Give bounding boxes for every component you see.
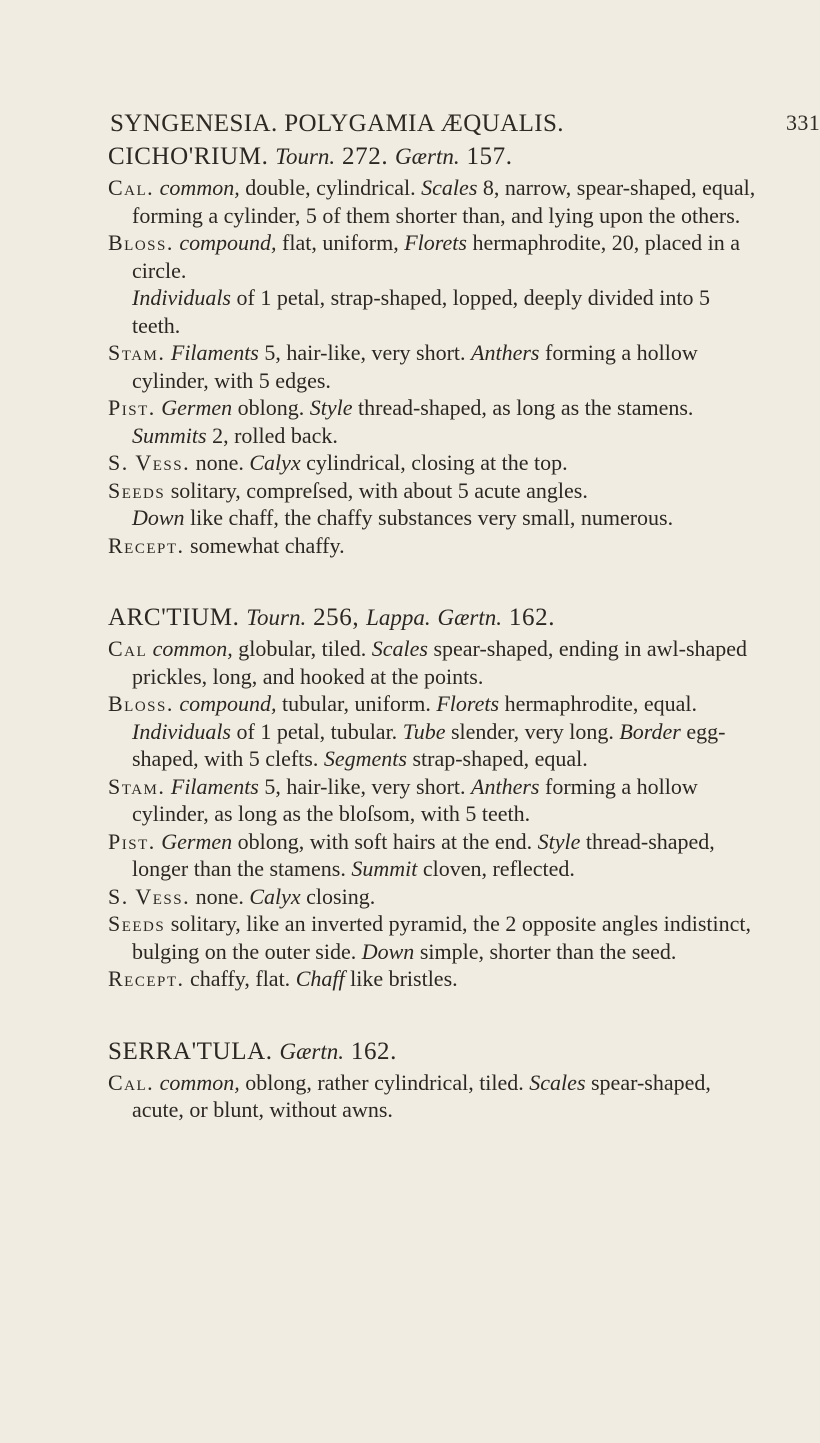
page-number: 331 bbox=[786, 110, 820, 135]
page-content bbox=[108, 140, 758, 1166]
seeds-entry: Seeds solitary, like an inverted pyramid, the 2 opposite angles indistinct, bulging on the outer side. Down simple, shorter than the seed. bbox=[108, 911, 751, 964]
receptacle-entry: Recept. chaffy, flat. Chaff like bristles. bbox=[108, 966, 458, 991]
genus-name: CICHO'RIUM. bbox=[108, 143, 269, 170]
genus-heading: SERRA'TULA. Gærtn. 162. bbox=[108, 1037, 398, 1065]
genus-serratula bbox=[108, 1035, 758, 1124]
genus-heading: CICHO'RIUM. Tourn. 272. Gærtn. 157. bbox=[108, 143, 513, 170]
running-title: SYNGENESIA. POLYGAMIA ÆQUALIS. bbox=[110, 110, 564, 137]
individuals-entry: Individuals of 1 petal, strap-shaped, lopped, deeply divided into 5 teeth. bbox=[132, 285, 710, 338]
genus-arctium bbox=[108, 601, 758, 993]
genus-cichorium bbox=[108, 140, 758, 559]
blossom-entry: Bloss. compound, tubular, uniform. Florets hermaphrodite, equal. bbox=[108, 691, 697, 716]
pistil-entry: Pist. Germen oblong, with soft hairs at the end. Style thread-shaped, longer than the stamens. Summit cloven, reflected. bbox=[108, 828, 715, 881]
genus-name: ARC'TIUM. bbox=[108, 604, 240, 631]
down-entry: Down like chaff, the chaffy substances very small, numerous. bbox=[132, 505, 674, 530]
pistil-entry: Pist. Germen oblong. Style thread-shaped, as long as the stamens. Summits 2, rolled back. bbox=[108, 395, 694, 448]
calyx-entry: Cal. common, double, cylindrical. Scales 8, narrow, spear-shaped, equal, forming a cylinder, 5 of them shorter than, and lying upon the others. bbox=[108, 175, 756, 228]
seed-vessel-entry: S. Vess. none. Calyx cylindrical, closing at the top. bbox=[108, 450, 568, 475]
calyx-entry: Cal. common, oblong, rather cylindrical, tiled. Scales spear-shaped, acute, or blunt, without awns. bbox=[108, 1069, 711, 1122]
calyx-entry: Cal common, globular, tiled. Scales spear-shaped, ending in awl-shaped prickles, long, and hooked at the points. bbox=[108, 636, 748, 689]
individuals-entry: Individuals of 1 petal, tubular. Tube slender, very long. Border egg-shaped, with 5 clefts. Segments strap-shaped, equal. bbox=[132, 718, 726, 771]
stamens-entry: Stam. Filaments 5, hair-like, very short. Anthers forming a hollow cylinder, with 5 edges. bbox=[108, 340, 698, 393]
running-head bbox=[108, 68, 820, 137]
stamens-entry: Stam. Filaments 5, hair-like, very short. Anthers forming a hollow cylinder, as long as the bloſsom, with 5 teeth. bbox=[108, 773, 698, 826]
genus-heading: ARC'TIUM. Tourn. 256, Lappa. Gærtn. 162. bbox=[108, 604, 556, 631]
seed-vessel-entry: S. Vess. none. Calyx closing. bbox=[108, 883, 376, 909]
blossom-entry: Bloss. compound, flat, uniform, Florets hermaphrodite, 20, placed in a circle. bbox=[108, 230, 741, 283]
seeds-entry: Seeds solitary, compreſsed, with about 5 acute angles. bbox=[108, 477, 588, 503]
genus-name: SERRA'TULA. bbox=[108, 1037, 273, 1065]
receptacle-entry: Recept. somewhat chaffy. bbox=[108, 532, 345, 558]
